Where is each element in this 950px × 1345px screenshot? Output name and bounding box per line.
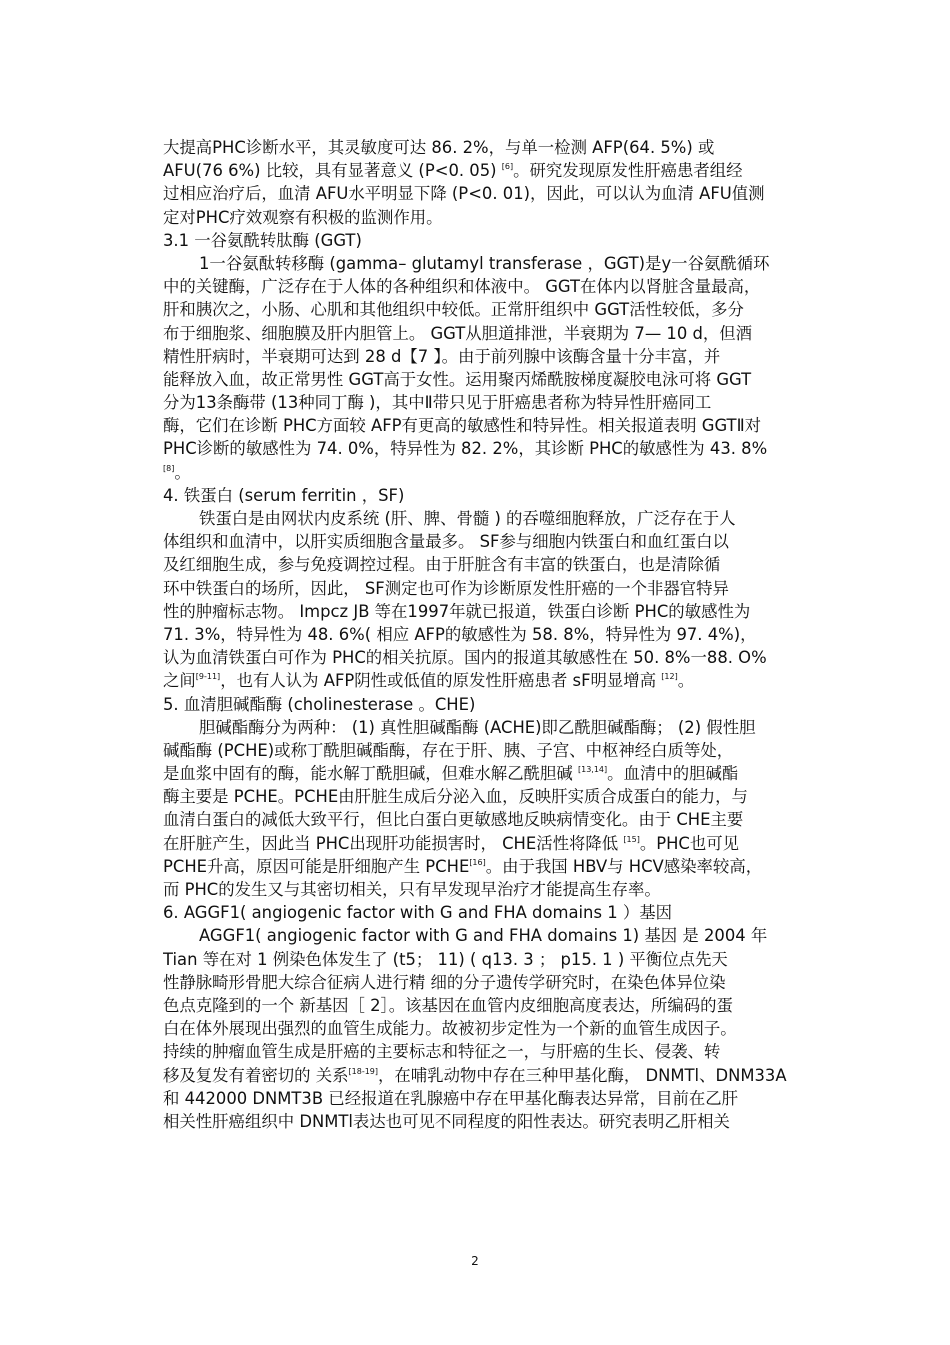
- page-number: 2: [471, 1254, 479, 1268]
- line-text: 白在体外展现出强烈的血管生成能力。故被初步定性为一个新的血管生成因子。: [163, 1019, 737, 1039]
- text-line: [163, 345, 833, 368]
- line-text: 大提高PHC诊断水平，其灵敏度可达 86. 2%，与单一检测 AFP(64. 5%) 或: [163, 138, 715, 157]
- text-line: [163, 785, 833, 808]
- citation-ref: [15]: [623, 834, 640, 844]
- text-line: [163, 577, 833, 600]
- text-line: [163, 994, 833, 1017]
- text-line: [163, 414, 833, 437]
- line-text: PCHE升高，原因可能是肝细胞产生 PCHE: [163, 856, 470, 876]
- citation-ref: [18-19]: [348, 1066, 379, 1076]
- text-line: [163, 646, 833, 669]
- line-text: 71. 3%，特异性为 48. 6%( 相应 AFP的敏感性为 58. 8%，特异性为 97. 4%)，: [163, 624, 757, 644]
- line-text: 血清白蛋白的减低大致平行，但比白蛋白更敏感地反映病情变化。由于 CHE主要: [163, 810, 744, 830]
- text-line: [163, 855, 833, 878]
- text-line: [163, 298, 833, 321]
- line-text: 分为13条酶带 (13种同丁酶 )，其中Ⅱ带只见于肝癌患者称为特异性肝癌同工: [163, 393, 712, 413]
- document-body: [163, 136, 833, 1133]
- line-text: 及红细胞生成，参与免疫调控过程。由于肝脏含有丰富的铁蛋白，也是清除循: [163, 555, 721, 575]
- line-text: 。研究发现原发性肝癌患者组经: [513, 161, 743, 181]
- line-text: 3.1 一谷氨酰转肽酶 (GGT): [163, 230, 362, 250]
- line-text: 1一谷氨酞转移酶 (gamma– glutamyl transferase ，GGT)是y一谷氨酰循环: [199, 253, 770, 273]
- line-text: 铁蛋白是由网状内皮系统 (肝、脾、骨髓 ) 的吞噬细胞释放，广泛存在于人: [199, 509, 736, 528]
- line-text: 。由于我国 HBV与 HCV感染率较高，: [485, 856, 763, 876]
- text-line: [163, 971, 833, 994]
- line-text: 。: [677, 671, 695, 691]
- citation-ref: [16]: [469, 857, 486, 867]
- text-line: [163, 716, 833, 739]
- text-line: [163, 368, 833, 391]
- text-line: [163, 808, 833, 831]
- text-line: [163, 1110, 833, 1133]
- text-line: [163, 1064, 833, 1087]
- line-text: 在肝脏产生，因此当 PHC出现肝功能损害时， CHE活性将降低: [163, 833, 624, 853]
- text-line: [163, 600, 833, 623]
- line-text: 中的关键酶，广泛存在于人体的各种组织和体液中。 GGT在体内以肾脏含量最高，: [163, 277, 761, 297]
- line-text: 酶，它们在诊断 PHC方面较 AFP有更高的敏感性和特异性。相关报道表明 GGTⅡ对: [163, 416, 762, 436]
- line-text: 定对PHC疗效观察有积极的监测作用。: [163, 207, 443, 227]
- text-line: [163, 275, 833, 298]
- citation-ref: [6]: [501, 162, 514, 172]
- citation-ref: [8]: [163, 463, 175, 473]
- section-heading: [163, 484, 833, 507]
- line-text: 性的肿瘤标志物。 Impcz JB 等在1997年就已报道，铁蛋白诊断 PHC的敏感性为: [163, 601, 751, 621]
- line-text: 性静脉畸形骨肥大综合征病人进行精 细的分子遗传学研究时，在染色体异位染: [163, 972, 726, 992]
- line-text: 移及复发有着密切的 关系: [163, 1065, 349, 1085]
- line-text: 能释放入血，故正常男性 GGT高于女性。运用聚丙烯酰胺梯度凝胶电泳可将 GGT: [163, 369, 752, 389]
- citation-ref: [9-11]: [195, 672, 221, 682]
- line-text: 而 PHC的发生又与其密切相关，只有早发现早治疗才能提高生存率。: [163, 880, 661, 899]
- citation-ref: [13,14]: [577, 765, 608, 775]
- line-text: 持续的肿瘤血管生成是肝癌的主要标志和特征之一，与肝癌的生长、侵袭、转: [163, 1042, 721, 1062]
- line-text: AFU(76 6%) 比较，具有显著意义 (P<0. 05): [163, 161, 502, 181]
- line-text: 布于细胞浆、细胞膜及肝内胆管上。 GGT从胆道排泄，半衰期为 7— 10 d，但酒: [163, 323, 753, 343]
- text-line: [163, 878, 833, 901]
- line-text: 碱酯酶 (PCHE)或称丁酰胆碱酯酶，存在于肝、胰、子宫、中枢神经白质等处，: [163, 740, 734, 760]
- line-text: 过相应治疗后，血清 AFU水平明显下降 (P<0. 01)，因此，可以认为血清 AFU值测: [163, 184, 765, 204]
- text-line: [163, 507, 833, 530]
- text-line: [163, 159, 833, 182]
- line-text: 6. AGGF1( angiogenic factor with G and FHA domains 1 ）基因: [163, 903, 672, 923]
- text-line: [163, 461, 833, 484]
- text-line: [163, 206, 833, 229]
- line-text: 和 442000 DNMT3B 已经报道在乳腺癌中存在甲基化酶表达异常，目前在乙肝: [163, 1088, 739, 1108]
- text-line: [163, 391, 833, 414]
- line-text: 5. 血清胆碱酯酶 (cholinesterase 。CHE): [163, 694, 476, 714]
- text-line: [163, 136, 833, 159]
- line-text: 肝和胰次之，小肠、心肌和其他组织中较低。正常肝组织中 GGT活性较低，多分: [163, 300, 744, 320]
- line-text: 胆碱酯酶分为两种： (1) 真性胆碱酯酶 (ACHE)即乙酰胆碱酯酶； (2) 假性胆: [199, 717, 756, 737]
- text-line: [163, 669, 833, 692]
- text-line: [163, 553, 833, 576]
- citation-ref: [12]: [661, 672, 678, 682]
- line-text: 认为血清铁蛋白可作为 PHC的相关抗原。国内的报道其敏感性在 50. 8%一88. O%: [163, 648, 767, 668]
- line-text: 是血浆中固有的酶，能水解丁酰胆碱，但难水解乙酰胆碱: [163, 764, 578, 784]
- text-line: [163, 1017, 833, 1040]
- text-line: [163, 322, 833, 345]
- line-text: 之间: [163, 671, 196, 691]
- line-text: 体组织和血清中，以肝实质细胞含量最多。 SF参与细胞内铁蛋白和血红蛋白以: [163, 532, 729, 552]
- text-line: [163, 182, 833, 205]
- line-text: 4. 铁蛋白 (serum ferritin ，SF): [163, 485, 405, 505]
- line-text: Tian 等在对 1 例染色体发生了 (t5； 11) ( q13. 3 ； p15. 1 ) 平衡位点先天: [163, 949, 728, 969]
- text-line: [163, 530, 833, 553]
- line-text: 环中铁蛋白的场所，因此， SF测定也可作为诊断原发性肝癌的一个非器官特异: [163, 578, 729, 598]
- text-line: [163, 437, 833, 460]
- section-heading: [163, 901, 833, 924]
- line-text: 酶主要是 PCHE。PCHE由肝脏生成后分泌入血，反映肝实质合成蛋白的能力，与: [163, 787, 748, 807]
- line-text: 相关性肝癌组织中 DNMTl表达也可见不同程度的阳性表达。研究表明乙肝相关: [163, 1111, 730, 1131]
- text-line: [163, 252, 833, 275]
- line-text: 。血清中的胆碱酯: [607, 764, 739, 784]
- text-line: [163, 1040, 833, 1063]
- text-line: [163, 1087, 833, 1110]
- text-line: [163, 739, 833, 762]
- line-text: ，也有人认为 AFP阴性或低值的原发性肝癌患者 sF明显增高: [220, 671, 662, 691]
- section-heading: [163, 229, 833, 252]
- text-line: [163, 762, 833, 785]
- line-text: ，在哺乳动物中存在三种甲基化酶， DNMTl、DNM33A: [378, 1065, 787, 1085]
- line-text: 。PHC也可见: [639, 833, 740, 853]
- line-text: 精性肝病时，半衰期可达到 28 d【7 】。由于前列腺中该酶含量十分丰富，并: [163, 346, 721, 366]
- line-text: PHC诊断的敏感性为 74. 0%，特异性为 82. 2%，其诊断 PHC的敏感性为 43. 8%: [163, 439, 768, 459]
- line-text: 。: [174, 462, 191, 482]
- text-line: [163, 623, 833, 646]
- text-line: [163, 924, 833, 947]
- text-line: [163, 832, 833, 855]
- line-text: AGGF1( angiogenic factor with G and FHA domains 1) 基因 是 2004 年: [199, 926, 768, 946]
- text-line: [163, 948, 833, 971]
- section-heading: [163, 693, 833, 716]
- line-text: 色点克隆到的一个 新基因［ 2］。该基因在血管内皮细胞高度表达，所编码的蛋: [163, 995, 733, 1015]
